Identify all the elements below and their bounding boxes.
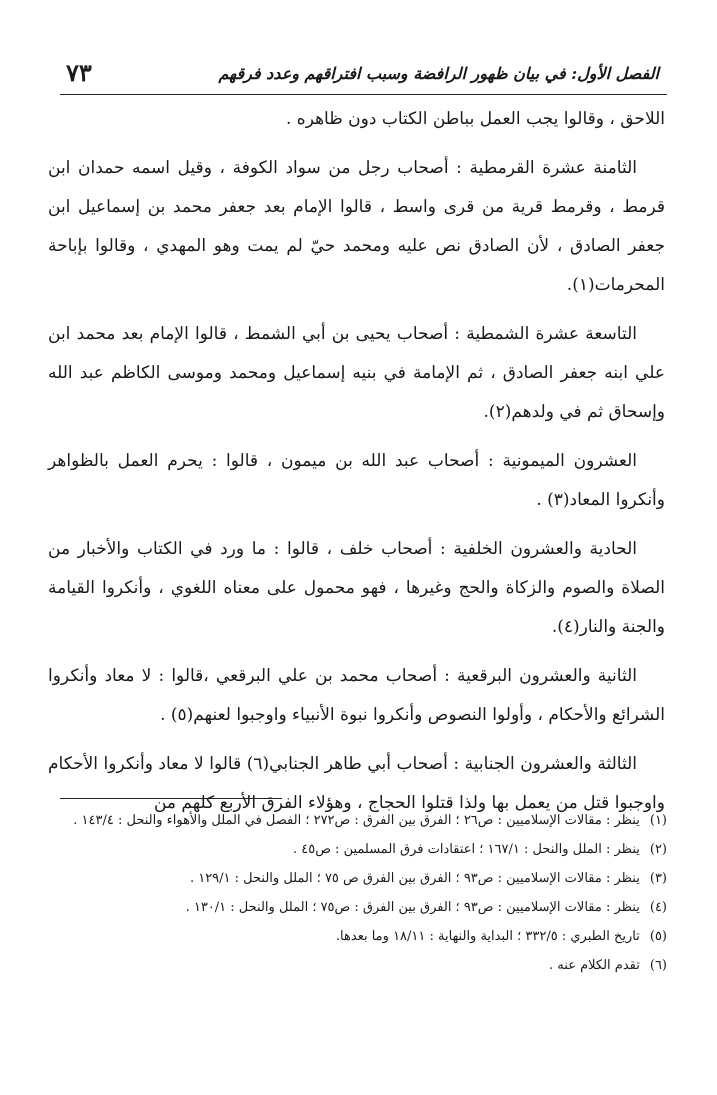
footnote-text: ينظر : الملل والنحل : ١٦٧/١ ؛ اعتقادات فرق المسلمين : ص٤٥ . — [292, 842, 640, 857]
page-header — [60, 58, 667, 95]
running-title: الفصل الأول: في بيان ظهور الرافضة وسبب افتراقهم وعدد فرقهم — [218, 64, 659, 83]
paragraph-shamtiyya: التاسعة عشرة الشمطية : أصحاب يحيى بن أبي الشمط ، قالوا الإمام بعد محمد ابن علي ابنه جعفر الصادق ، ثم الإمامة في بنيه إسماعيل ومحمد وموسى الكاظم عبد الله وإسحاق ثم في ولدهم(٢). — [48, 324, 665, 422]
footnote-number: (٥) — [649, 929, 667, 944]
footnote — [48, 866, 667, 891]
footnote — [48, 808, 667, 833]
footnote — [48, 837, 667, 862]
paragraph-khalafiyya: الحادية والعشرون الخلفية : أصحاب خلف ، قالوا : ما ورد في الكتاب والأخبار من الصلاة والصوم والزكاة والحج وغيرها ، فهو محمول على معناه اللغوي ، وأنكروا القيامة والجنة والنار(٤). — [48, 539, 665, 637]
footnote-number: (٤) — [649, 900, 667, 915]
paragraph-maymuniyya: العشرون الميمونية : أصحاب عبد الله بن ميمون ، قالوا : يحرم العمل بالظواهر وأنكروا المعاد(٣) . — [48, 451, 665, 510]
footnote-text: تاريخ الطبري : ٣٣٢/٥ ؛ البداية والنهاية : ١٨/١١ وما بعدها. — [335, 929, 640, 944]
footnote-text: تقدم الكلام عنه . — [549, 958, 640, 973]
footnote-text: ينظر : مقالات الإسلاميين : ص٢٦ ؛ الفرق بين الفرق : ص٢٧٢ ؛ الفصل في الملل والأهواء والنحل : ١٤٣/٤ . — [73, 813, 640, 828]
footnote — [48, 924, 667, 949]
page-number: ٧٣ — [66, 58, 92, 87]
footnote-number: (٣) — [649, 871, 667, 886]
footnote-text: ينظر : مقالات الإسلاميين : ص٩٣ ؛ الفرق بين الفرق : ص٧٥ ؛ الملل والنحل : ١٣٠/١ . — [185, 900, 640, 915]
footnote-number: (٢) — [649, 842, 667, 857]
footnote — [48, 895, 667, 920]
footnote-number: (١) — [649, 813, 667, 828]
footnote — [48, 953, 667, 978]
footnotes — [48, 808, 667, 982]
footnote-separator — [60, 798, 282, 799]
paragraph-jannabiyya: الثالثة والعشرون الجنابية : أصحاب أبي طاهر الجنابي(٦) قالوا لا معاد وأنكروا الأحكام واوجبوا قتل من يعمل بها ولذا قتلوا الحجاج ، وهؤلاء الفرق الأربع كلهم من — [48, 754, 665, 813]
footnote-text: ينظر : مقالات الإسلاميين : ص٩٣ ؛ الفرق بين الفرق ص ٧٥ ؛ الملل والنحل : ١٢٩/١ . — [189, 871, 640, 886]
main-text — [48, 100, 665, 833]
footnote-number: (٦) — [649, 958, 667, 973]
paragraph-qarmatiyya: الثامنة عشرة القرمطية : أصحاب رجل من سواد الكوفة ، وقيل اسمه حمدان ابن قرمط ، وقرمط قرية من قرى واسط ، قالوا الإمام بعد جعفر محمد بن إسماعيل ابن جعفر الصادق ، لأن الصادق نص عليه ومحمد حيّ لم يمت وهو المهدي ، وقالوا بإباحة المحرمات(١). — [48, 158, 665, 295]
paragraph-continuation: اللاحق ، وقالوا يجب العمل بباطن الكتاب دون ظاهره . — [285, 109, 665, 129]
paragraph-burqu-iyya: الثانية والعشرون البرقعية : أصحاب محمد بن علي البرقعي ،قالوا : لا معاد وأنكروا الشرائع والأحكام ، وأولوا النصوص وأنكروا نبوة الأنبياء واوجبوا لعنهم(٥) . — [48, 666, 665, 725]
